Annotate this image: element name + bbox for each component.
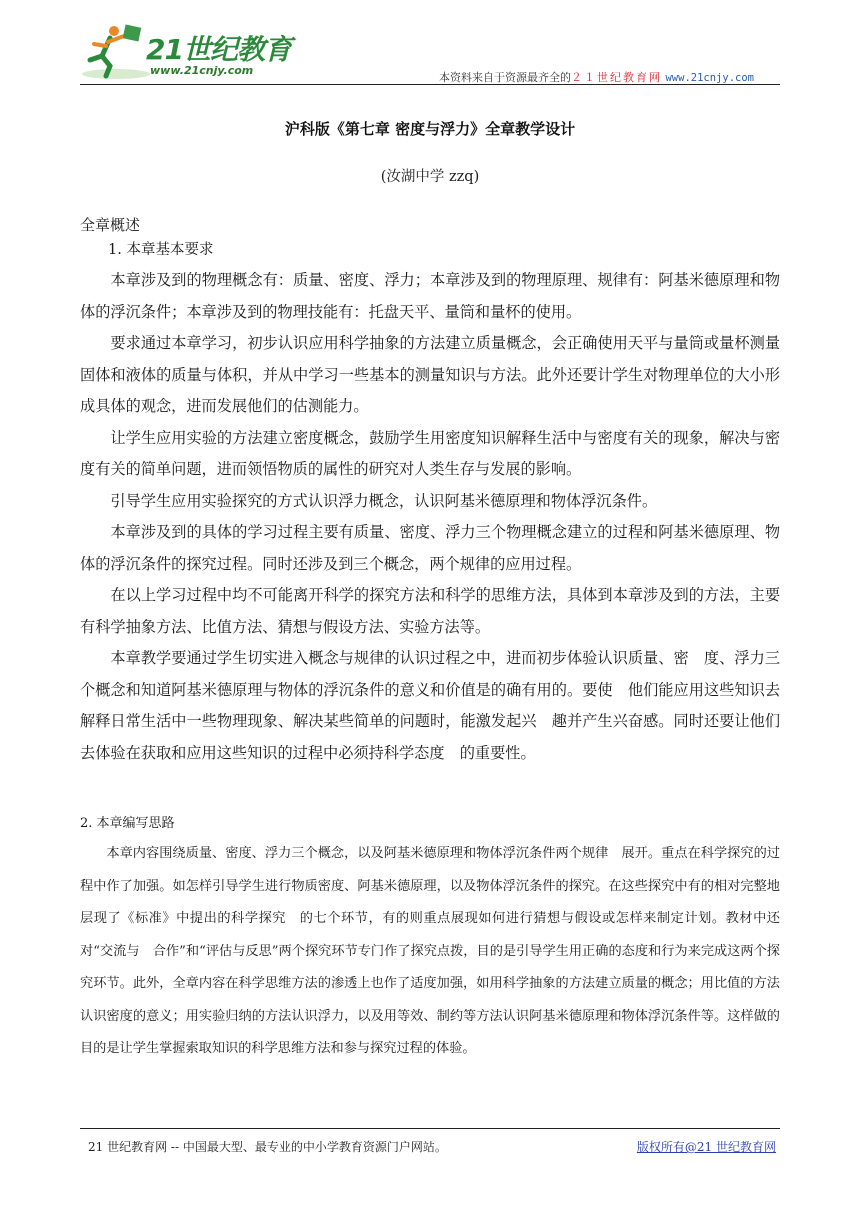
logo-text: 21世纪教育 [146, 33, 291, 66]
footer-copyright-link[interactable]: 版权所有@21 世纪教育网 [636, 1140, 776, 1154]
running-figure-icon [80, 22, 150, 82]
paragraph: 本章教学要通过学生切实进入概念与规律的认识过程之中，进而初步体验认识质量、密 度、浮力三个概念和知道阿基米德原理与物体的浮沉条件的意义和价值是的确有用的。要使 他们能应用这些知识去解释日常生活中一些物理现象、解决某些简单的问题时，能激发起兴 趣并产生兴奋感。同时还要让他们去体验在获取和应用这些知识的过程中必须持科学态度 的重要性。 [80, 649, 780, 762]
section-writing-body [80, 838, 780, 1066]
section-writing-approach [80, 812, 780, 831]
document-title: 沪科版《第七章 密度与浮力》全章教学设计 [284, 120, 576, 138]
site-logo[interactable] [80, 22, 310, 82]
subsection-heading-2: 2. 本章编写思路 [80, 816, 175, 831]
paragraph: 要求通过本章学习，初步认识应用科学抽象的方法建立质量概念，会正确使用天平与量筒或量杯测量固体和液体的质量与体积，并从中学习一些基本的测量知识与方法。此外还要计学生对物理单位的大小形成具体的观念，进而发展他们的估测能力。 [80, 334, 780, 415]
paragraph: 本章内容围绕质量、密度、浮力三个概念，以及阿基米德原理和物体浮沉条件两个规律 展开。重点在科学探究的过程中作了加强。如怎样引导学生进行物质密度、阿基米德原理，以及物体浮沉条件的探究。在这些探究中有的相对完整地层现了《标准》中提出的科学探究 的七个环节，有的则重点展现如何进行猜想与假设或怎样来制定计划。教材中还对“交流与 合作”和“评估与反思”两个探究环节专门作了探究点拨，目的是引导学生用正确的态度和行为来完成这两个探究环节。此外，全章内容在科学思维方法的渗透上也作了适度加强，如用科学抽象的方法建立质量的概念；用比值的方法认识密度的意义；用实验归纳的方法认识浮力，以及用等效、制约等方法认识阿基米德原理和物体浮沉条件等。这样做的目的是让学生掌握索取知识的科学思维方法和参与探究过程的体验。 [80, 846, 780, 1056]
subsection-heading-1: 1. 本章基本要求 [108, 242, 214, 258]
header-note [439, 69, 754, 85]
paragraph: 本章涉及到的具体的学习过程主要有质量、密度、浮力三个物理概念建立的过程和阿基米德原理、物体的浮沉条件的探究过程。同时还涉及到三个概念，两个规律的应用过程。 [80, 523, 780, 573]
header-note-prefix: 本资料来自于资源最齐全的 [438, 71, 571, 84]
paragraph: 引导学生应用实验探究的方式认识浮力概念，认识阿基米德原理和物体浮沉条件。 [110, 491, 658, 510]
header-note-url[interactable]: www.21cnjy.com [665, 72, 754, 84]
section-heading: 全章概述 [80, 216, 141, 234]
paragraph: 让学生应用实验的方法建立密度概念，鼓励学生用密度知识解释生活中与密度有关的现象，解决与密度有关的简单问题，进而领悟物质的属性的研究对人类生存与发展的影响。 [80, 428, 780, 478]
page-header [80, 22, 780, 86]
header-divider [80, 84, 780, 85]
paragraph: 本章涉及到的物理概念有：质量、密度、浮力；本章涉及到的物理原理、规律有：阿基米德原理和物体的浮沉条件；本章涉及到的物理技能有：托盘天平、量筒和量杯的使用。 [80, 271, 780, 321]
section-overview [80, 214, 780, 769]
footer-site-description: 21 世纪教育网 -- 中国最大型、最专业的中小学教育资源门户网站。 [88, 1140, 447, 1154]
footer-divider [80, 1128, 780, 1129]
header-note-brand: ２１世纪教育网 [570, 71, 662, 84]
logo-url: www.21cnjy.com [150, 64, 254, 77]
paragraph: 在以上学习过程中均不可能离开科学的探究方法和科学的思维方法，具体到本章涉及到的方法，主要有科学抽象方法、比值方法、猜想与假设方法、实验方法等。 [80, 586, 780, 636]
document-author: (汝湖中学 zzq) [380, 169, 480, 185]
